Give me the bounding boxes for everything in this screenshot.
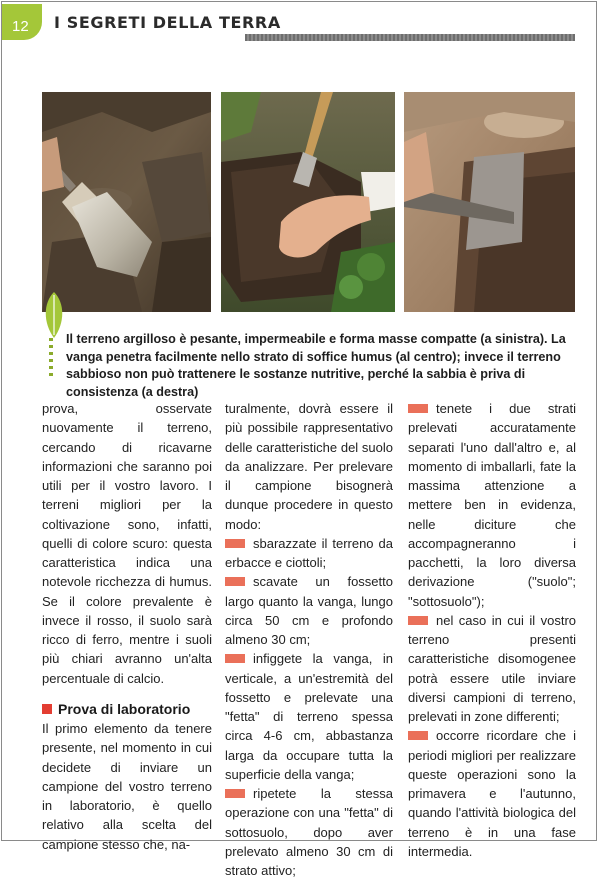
leaf-icon xyxy=(43,291,65,339)
list-item xyxy=(225,649,393,784)
bullet-icon xyxy=(408,731,428,740)
bullet-icon xyxy=(408,404,428,413)
page-number: 12 xyxy=(12,18,29,35)
caption-dots xyxy=(49,338,53,378)
subheading-text: Prova di laboratorio xyxy=(58,700,191,717)
list-item xyxy=(408,399,576,611)
list-item-text: scavate un fossetto largo quanto la vanga, lungo circa 50 cm e profondo almeno 30 cm; xyxy=(225,574,393,647)
list-item xyxy=(225,784,393,880)
subheading xyxy=(42,700,212,719)
list-item-text: infiggete la vanga, in verticale, a un'estremità del fossetto e prelevate una "fetta" di terreno spessa circa 4-6 cm, abbastanza larga da occupare tutta la superficie della vanga; xyxy=(225,651,393,782)
list-item-text: sbarazzate il terreno da erbacce e ciottoli; xyxy=(225,535,393,570)
list-item xyxy=(408,726,576,861)
bullet-icon xyxy=(225,789,245,798)
photo-humus-soil xyxy=(221,92,395,312)
list-item-text: nel caso in cui il vostro terreno presenti caratteristiche disomogenee potrà essere utile inviare diversi campioni di terreno, prelevati in zone differenti; xyxy=(408,612,576,724)
bullet-icon xyxy=(225,539,245,548)
list-item xyxy=(225,572,393,649)
section-title: I SEGRETI DELLA TERRA xyxy=(54,13,281,32)
paragraph: prova, osservate nuovamente il terreno, cercando di ricavarne informazioni che saranno poi utili per il vostro lavoro. I terreni migliori per la coltivazione sono, infatti, quelli di colore scuro: questa caratteristica indica una notevole ricchezza di humus. Se il colore prevalente è invece il rosso, il suolo sarà ricco di ferro, mentre i suoli più chiari avranno un'alta percentuale di calcio. xyxy=(42,401,212,686)
text-column-1 xyxy=(42,399,212,854)
paragraph: Il primo elemento da tenere presente, nel momento in cui decidete di inviare un campione del vostro terreno in laboratorio, è quello relativo alla scelta del campione stesso che, na- xyxy=(42,721,212,852)
red-square-icon xyxy=(42,704,52,714)
text-column-2 xyxy=(225,399,393,880)
text-column-3 xyxy=(408,399,576,861)
page-number-tab xyxy=(2,4,42,40)
list-item-text: occorre ricordare che i periodi migliori per realizzare queste operazioni sono la primavera e l'autunno, quando l'attività biologica del terreno è in una fase intermedia. xyxy=(408,728,576,859)
list-item xyxy=(408,611,576,727)
photo-clay-soil xyxy=(42,92,211,312)
photo-sandy-soil xyxy=(404,92,575,312)
bullet-icon xyxy=(408,616,428,625)
title-rule xyxy=(245,34,575,41)
bullet-icon xyxy=(225,654,245,663)
bullet-icon xyxy=(225,577,245,586)
page-header xyxy=(0,0,600,44)
list-item-text: tenete i due strati prelevati accuratamente separati l'uno dall'altro e, al momento di imballarli, fate la massima attenzione a mettere ben in evidenza, nelle diciture che accompagneranno i pacchetti, la loro diversa derivazione ("suolo"; "sottosuolo"); xyxy=(408,401,576,609)
list-item-text: ripetete la stessa operazione con una "fetta" di sottosuolo, dopo aver prelevato almeno 30 cm di strato attivo; xyxy=(225,786,393,878)
paragraph: turalmente, dovrà essere il più possibile rappresentativo delle caratteristiche del suolo da analizzare. Per prelevare il campione bisognerà dunque procedere in questo modo: xyxy=(225,401,393,532)
photo-caption: Il terreno argilloso è pesante, impermeabile e forma masse compatte (a sinistra). La vanga penetra facilmente nello strato di soffice humus (al centro); invece il terreno sabbioso non può trattenere le sostanze nutritive, perché la sabbia è priva di consistenza (a destra) xyxy=(66,332,566,399)
list-item xyxy=(225,534,393,573)
